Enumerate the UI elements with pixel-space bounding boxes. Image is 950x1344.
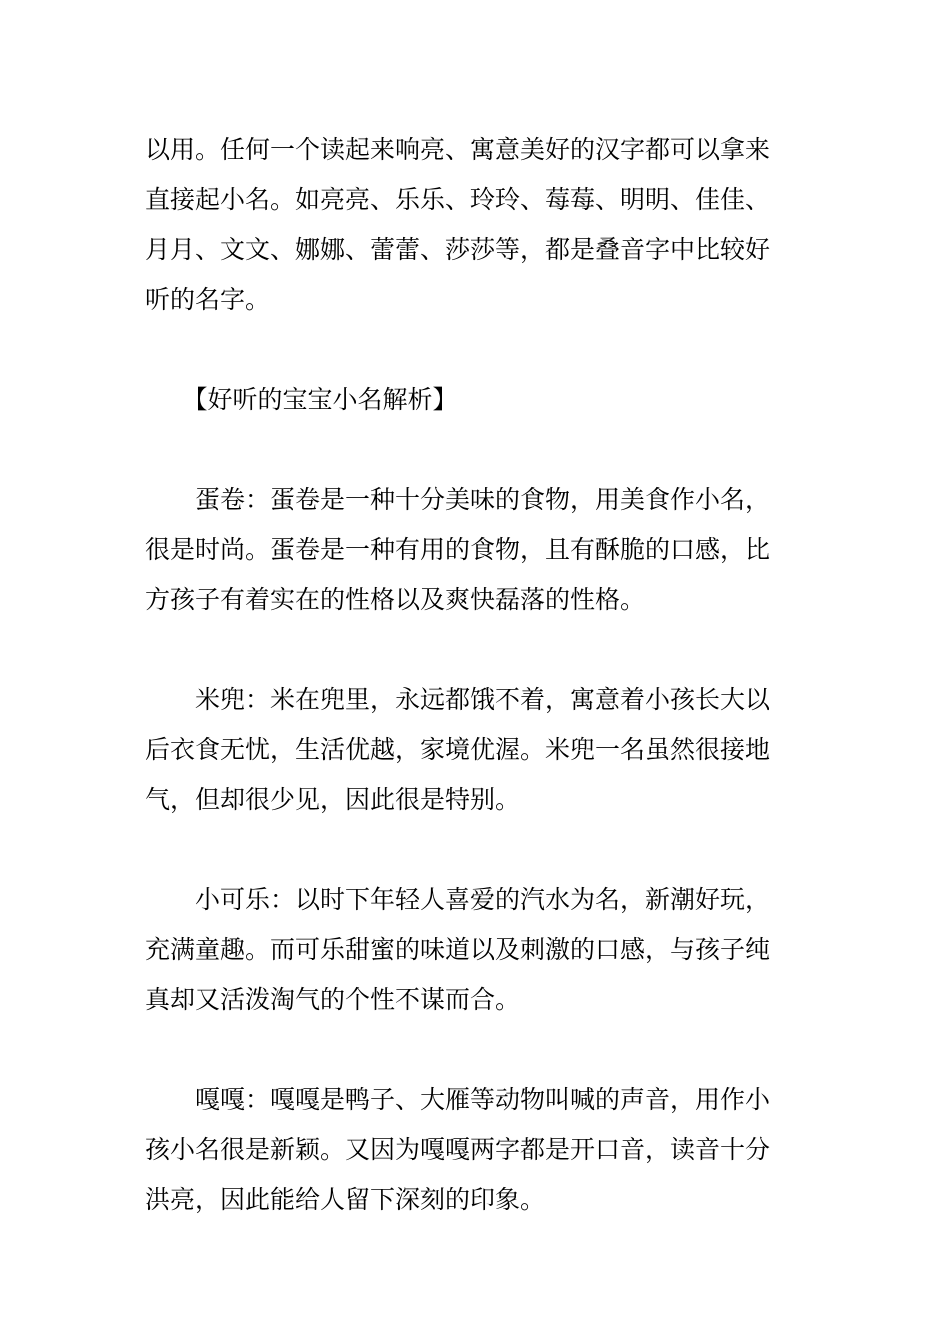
paragraph-line: 气，但却很少见，因此很是特别。 [145, 785, 521, 814]
paragraph-line: 小可乐：以时下年轻人喜爱的汽水为名，新潮好玩， [145, 885, 771, 914]
paragraph-line: 月月、文文、娜娜、蕾蕾、莎莎等，都是叠音字中比较好 [145, 235, 771, 264]
paragraph-line: 以用。任何一个读起来响亮、寓意美好的汉字都可以拿来 [145, 135, 771, 164]
entry-paragraph-xiao-ke-le [145, 875, 825, 1025]
entry-paragraph-mi-dou [145, 675, 825, 825]
paragraph-line: 米兜：米在兜里，永远都饿不着，寓意着小孩长大以 [145, 685, 771, 714]
paragraph-line: 充满童趣。而可乐甜蜜的味道以及刺激的口感，与孩子纯 [145, 935, 771, 964]
intro-paragraph [145, 125, 825, 325]
paragraph-line: 直接起小名。如亮亮、乐乐、玲玲、莓莓、明明、佳佳、 [145, 185, 771, 214]
paragraph-line: 洪亮，因此能给人留下深刻的印象。 [145, 1185, 546, 1214]
paragraph-line: 很是时尚。蛋卷是一种有用的食物，且有酥脆的口感，比 [145, 535, 771, 564]
paragraph-line: 真却又活泼淘气的个性不谋而合。 [145, 985, 521, 1014]
paragraph-line: 听的名字。 [145, 285, 271, 314]
section-heading-text: 【好听的宝宝小名解析】 [145, 385, 458, 414]
paragraph-line: 方孩子有着实在的性格以及爽快磊落的性格。 [145, 585, 646, 614]
paragraph-line: 蛋卷：蛋卷是一种十分美味的食物，用美食作小名， [145, 485, 771, 514]
paragraph-line: 孩小名很是新颖。又因为嘎嘎两字都是开口音，读音十分 [145, 1135, 771, 1164]
paragraph-line: 后衣食无忧，生活优越，家境优渥。米兜一名虽然很接地 [145, 735, 771, 764]
entry-paragraph-ga-ga [145, 1075, 825, 1225]
section-heading [145, 375, 825, 425]
paragraph-line: 嘎嘎：嘎嘎是鸭子、大雁等动物叫喊的声音，用作小 [145, 1085, 771, 1114]
entry-paragraph-dan-juan [145, 475, 825, 625]
